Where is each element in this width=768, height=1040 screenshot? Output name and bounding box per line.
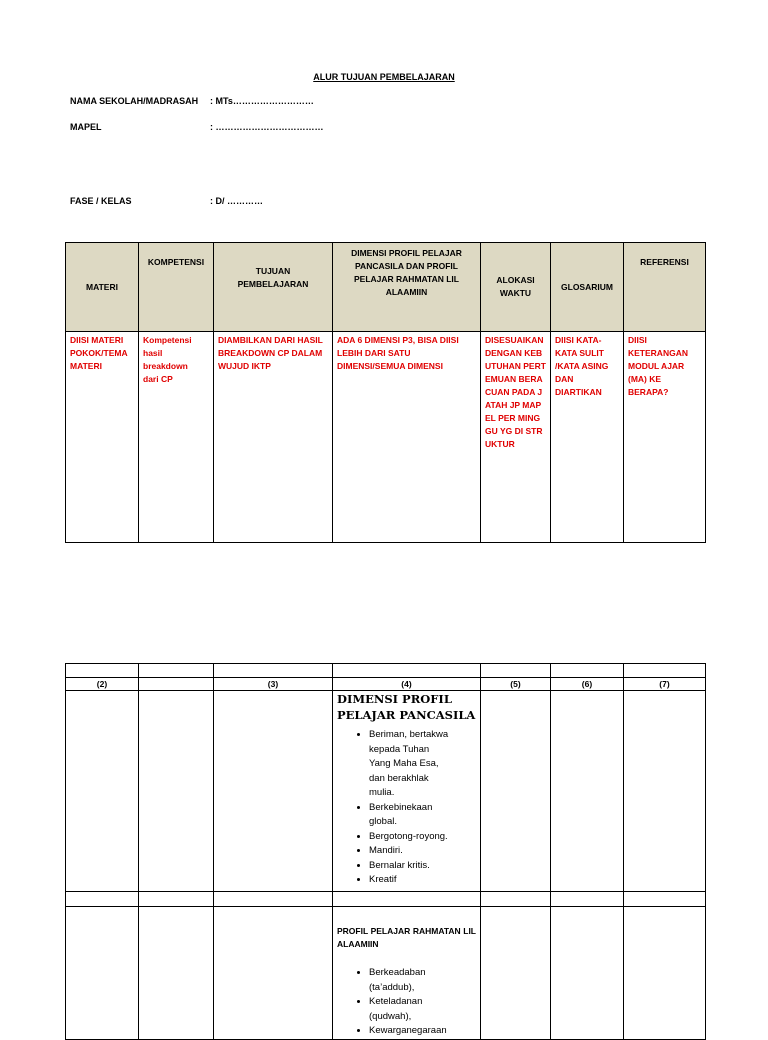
header-referensi: REFERENSI — [624, 243, 706, 332]
cell-profil-rahmatan — [333, 907, 481, 1040]
field-value: : MTs……………………… — [210, 96, 314, 106]
header-tujuan: TUJUAN PEMBELAJARAN — [214, 243, 333, 332]
field-nama-sekolah — [70, 96, 314, 106]
list-item: • Mandiri. — [369, 844, 480, 859]
atp-content-table — [65, 663, 706, 1040]
field-value: : D/ ………… — [210, 196, 263, 206]
table-row — [66, 907, 706, 1040]
cell-materi: DIISI MATERI POKOK/TEMA MATERI — [66, 332, 139, 543]
list-item: • Keteladanan (qudwah), — [369, 995, 480, 1024]
field-label: NAMA SEKOLAH/MADRASAH — [70, 96, 199, 106]
cell-alokasi: DISESUAIKAN DENGAN KEBUTUHAN PERTEMUAN BERACUAN PADA JATAH JP MAPEL PER MINGGU YG DI STRUKTUR — [481, 332, 551, 543]
cell-tujuan: DIAMBILKAN DARI HASIL BREAKDOWN CP DALAM WUJUD IKTP — [214, 332, 333, 543]
cell-dimensi-pancasila — [333, 691, 481, 892]
column-number: (7) — [624, 678, 706, 691]
field-label: FASE / KELAS — [70, 196, 132, 206]
list-item: • Bernalar kritis. — [369, 859, 480, 874]
table-header-row — [66, 243, 706, 332]
list-item: • Bergotong-royong. — [369, 830, 480, 845]
list-item: • Kreatif — [369, 873, 480, 888]
header-dimensi: DIMENSI PROFIL PELAJAR PANCASILA DAN PROFIL PELAJAR RAHMATAN LIL ALAAMIIN — [333, 243, 481, 332]
column-number: (3) — [214, 678, 333, 691]
column-number: (6) — [551, 678, 624, 691]
cell-dimensi: ADA 6 DIMENSI P3, BISA DIISI LEBIH DARI SATU DIMENSI/SEMUA DIMENSI — [333, 332, 481, 543]
atp-template-table — [65, 242, 706, 543]
cell-kompetensi: Kompetensi hasil breakdown dari CP — [139, 332, 214, 543]
header-glosarium: GLOSARIUM — [551, 243, 624, 332]
table-row — [66, 892, 706, 907]
cell-referensi: DIISI KETERANGAN MODUL AJAR (MA) KE BERAPA? — [624, 332, 706, 543]
list-item: • Berkeadaban (ta’addub), — [369, 966, 480, 995]
header-kompetensi: KOMPETENSI — [139, 243, 214, 332]
column-number-row — [66, 678, 706, 691]
rahmatan-list — [333, 966, 480, 1039]
dimensi-heading: DIMENSI PROFIL PELAJAR PANCASILA — [337, 692, 476, 722]
column-number: (2) — [66, 678, 139, 691]
document-title: ALUR TUJUAN PEMBELAJARAN — [313, 72, 455, 82]
field-mapel — [70, 122, 324, 132]
header-materi: MATERI — [66, 243, 139, 332]
field-fase-kelas — [70, 196, 263, 206]
list-item: • Beriman, bertakwa kepada Tuhan Yang Maha Esa, dan berakhlak mulia. — [369, 728, 480, 801]
list-item: • Berkebinekaan global. — [369, 801, 480, 830]
column-number: (5) — [481, 678, 551, 691]
column-number — [139, 678, 214, 691]
table-row — [66, 332, 706, 543]
column-number: (4) — [333, 678, 481, 691]
field-label: MAPEL — [70, 122, 102, 132]
rahmatan-heading: PROFIL PELAJAR RAHMATAN LIL ALAAMIIN — [337, 926, 476, 949]
header-alokasi: ALOKASI WAKTU — [481, 243, 551, 332]
field-value: : ……………………………… — [210, 122, 324, 132]
list-item: • Kewarganegaraan — [369, 1024, 480, 1039]
table-row — [66, 664, 706, 678]
cell-glosarium: DIISI KATA-KATA SULIT /KATA ASING DAN DIARTIKAN — [551, 332, 624, 543]
dimensi-list — [333, 728, 480, 888]
table-row — [66, 691, 706, 892]
spacer — [333, 951, 480, 966]
